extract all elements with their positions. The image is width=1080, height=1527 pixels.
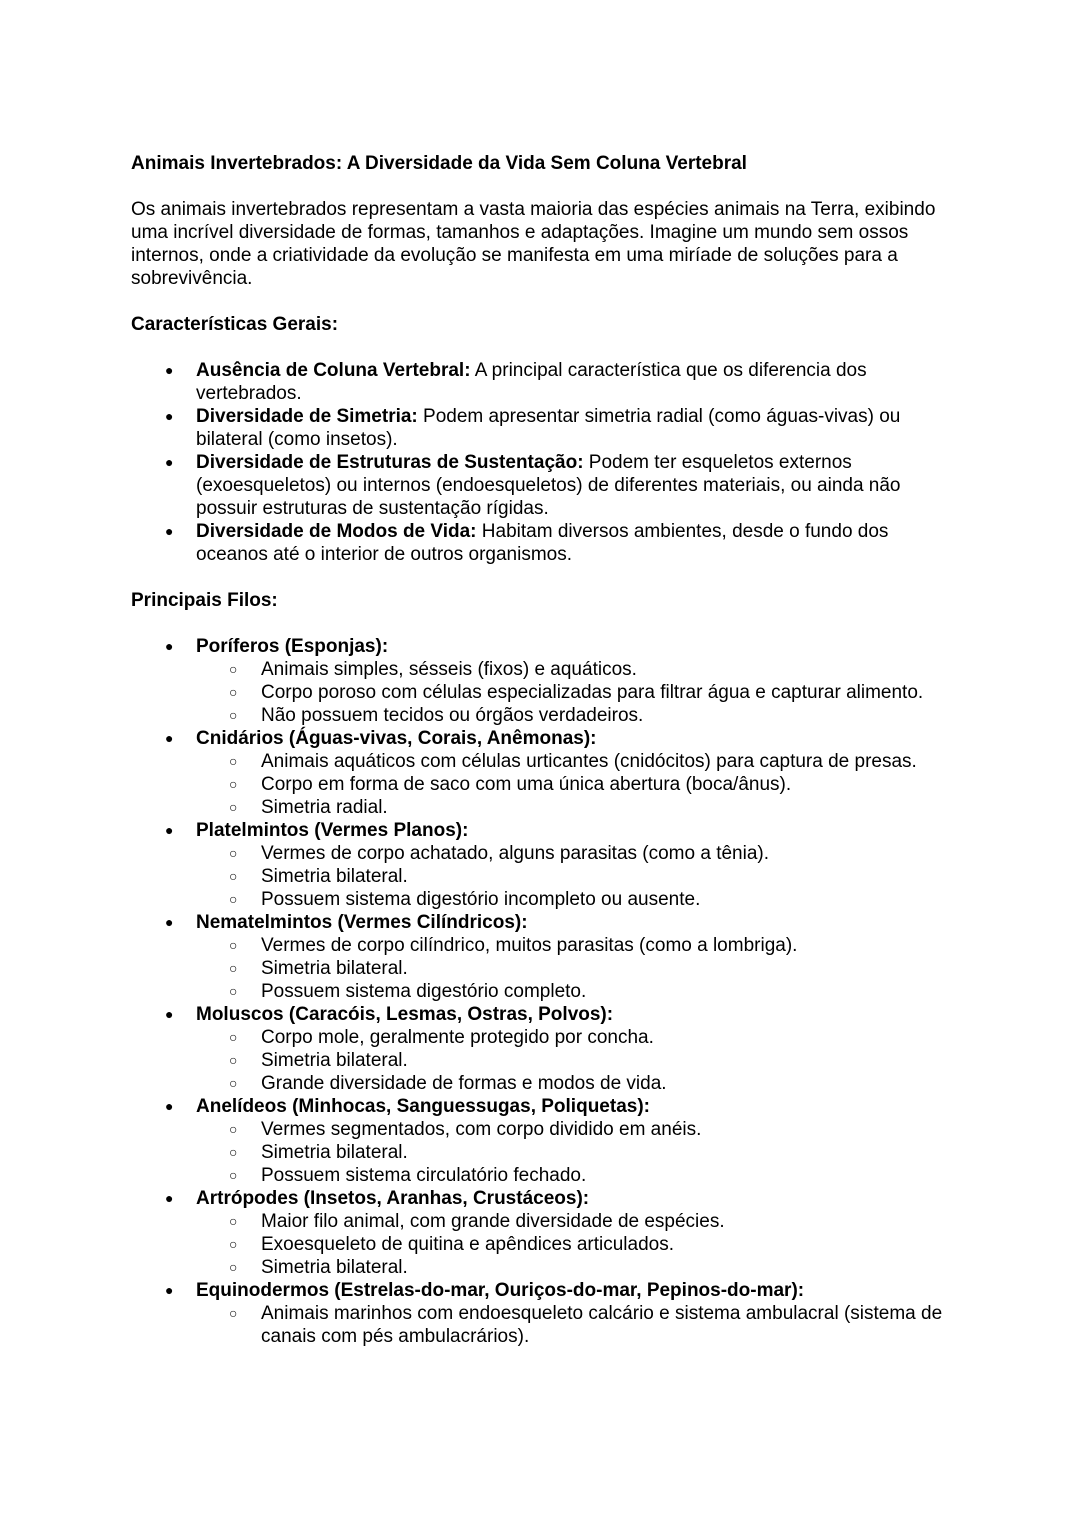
sub-item [196,1302,961,1348]
sub-item-text: Animais aquáticos com células urticantes (cnidócitos) para captura de presas. [261,751,917,772]
bullet-icon: ● [165,523,174,539]
circle-bullet-icon: ○ [229,1121,238,1137]
circle-bullet-icon: ○ [229,960,238,976]
bullet-icon: ● [165,1006,174,1022]
circle-bullet-icon: ○ [229,1075,238,1091]
circle-bullet-icon: ○ [229,776,238,792]
phyla-heading: Principais Filos: [131,590,278,611]
sub-item-text: Vermes de corpo cilíndrico, muitos parasitas (como a lombriga). [261,935,798,956]
phylum-points [196,1118,961,1187]
characteristics-list [131,359,961,566]
document-page [131,152,961,1371]
sub-item [196,1026,961,1049]
phylum-name: Artrópodes (Insetos, Aranhas, Crustáceos): [196,1188,590,1209]
sub-item [196,681,961,704]
item-text: Habitam diversos ambientes, desde o fundo dos oceanos até o interior de outros organismos. [196,521,889,565]
phyla-list [131,635,961,1348]
item-term: Diversidade de Estruturas de Sustentação: [196,452,584,473]
circle-bullet-icon: ○ [229,891,238,907]
circle-bullet-icon: ○ [229,707,238,723]
sub-item [196,980,961,1003]
circle-bullet-icon: ○ [229,1029,238,1045]
bullet-icon: ● [165,730,174,746]
phylum-name: Poríferos (Esponjas): [196,636,389,657]
circle-bullet-icon: ○ [229,684,238,700]
sub-item-text: Possuem sistema digestório completo. [261,981,587,1002]
bullet-icon: ● [165,638,174,654]
phylum-item [131,635,961,727]
sub-item-text: Simetria radial. [261,797,388,818]
intro-paragraph: Os animais invertebrados representam a vasta maioria das espécies animais na Terra, exibindo uma incrível diversidade de formas, tamanhos e adaptações. Imagine um mundo sem ossos internos, onde a criatividade da evolução se manifesta em uma miríade de soluções para a sobrevivência. [131,199,936,289]
sub-item [196,750,961,773]
phylum-points [196,1302,961,1348]
sub-item-text: Não possuem tecidos ou órgãos verdadeiros. [261,705,644,726]
sub-item [196,658,961,681]
sub-item [196,773,961,796]
sub-item [196,934,961,957]
circle-bullet-icon: ○ [229,845,238,861]
item-term: Ausência de Coluna Vertebral: [196,360,471,381]
sub-item-text: Corpo poroso com células especializadas para filtrar água e capturar alimento. [261,682,924,703]
bullet-icon: ● [165,1190,174,1206]
phylum-name: Moluscos (Caracóis, Lesmas, Ostras, Polvos): [196,1004,614,1025]
sub-item-text: Grande diversidade de formas e modos de vida. [261,1073,667,1094]
sub-item [196,842,961,865]
sub-item [196,796,961,819]
item-text: Podem apresentar simetria radial (como águas-vivas) ou bilateral (como insetos). [196,406,901,450]
phylum-name: Platelmintos (Vermes Planos): [196,820,469,841]
list-item [131,405,961,451]
sub-item-text: Corpo em forma de saco com uma única abertura (boca/ânus). [261,774,792,795]
sub-item-text: Possuem sistema circulatório fechado. [261,1165,587,1186]
sub-item [196,1141,961,1164]
sub-item [196,1256,961,1279]
phylum-points [196,842,961,911]
phylum-item [131,1003,961,1095]
phylum-item [131,1279,961,1348]
phylum-item [131,727,961,819]
phylum-name: Nematelmintos (Vermes Cilíndricos): [196,912,528,933]
bullet-icon: ● [165,454,174,470]
circle-bullet-icon: ○ [229,661,238,677]
bullet-icon: ● [165,822,174,838]
circle-bullet-icon: ○ [229,1144,238,1160]
sub-item-text: Simetria bilateral. [261,1050,408,1071]
sub-item-text: Simetria bilateral. [261,1257,408,1278]
bullet-icon: ● [165,914,174,930]
list-item [131,520,961,566]
item-text: Podem ter esqueletos externos (exoesqueletos) ou internos (endoesqueletos) de diferentes materiais, ou ainda não possuir estruturas de sustentação rígidas. [196,452,901,519]
sub-item [196,1118,961,1141]
sub-item-text: Vermes segmentados, com corpo dividido em anéis. [261,1119,702,1140]
sub-item-text: Maior filo animal, com grande diversidade de espécies. [261,1211,725,1232]
circle-bullet-icon: ○ [229,983,238,999]
phylum-item [131,1095,961,1187]
phylum-item [131,911,961,1003]
list-item [131,359,961,405]
sub-item [196,888,961,911]
sub-item-text: Simetria bilateral. [261,958,408,979]
circle-bullet-icon: ○ [229,1236,238,1252]
phylum-points [196,658,961,727]
sub-item-text: Simetria bilateral. [261,1142,408,1163]
sub-item-text: Animais simples, sésseis (fixos) e aquáticos. [261,659,637,680]
circle-bullet-icon: ○ [229,1052,238,1068]
bullet-icon: ● [165,1282,174,1298]
phylum-name: Cnidários (Águas-vivas, Corais, Anêmonas): [196,728,597,749]
sub-item [196,1072,961,1095]
phylum-points [196,934,961,1003]
sub-item [196,865,961,888]
sub-item [196,1049,961,1072]
phylum-name: Anelídeos (Minhocas, Sanguessugas, Poliquetas): [196,1096,650,1117]
phylum-points [196,1026,961,1095]
phylum-item [131,819,961,911]
circle-bullet-icon: ○ [229,1305,238,1321]
bullet-icon: ● [165,362,174,378]
document-title: Animais Invertebrados: A Diversidade da Vida Sem Coluna Vertebral [131,153,747,174]
circle-bullet-icon: ○ [229,1213,238,1229]
sub-item-text: Exoesqueleto de quitina e apêndices articulados. [261,1234,675,1255]
circle-bullet-icon: ○ [229,1259,238,1275]
sub-item [196,704,961,727]
sub-item-text: Vermes de corpo achatado, alguns parasitas (como a tênia). [261,843,770,864]
item-term: Diversidade de Simetria: [196,406,418,427]
characteristics-heading: Características Gerais: [131,314,339,335]
circle-bullet-icon: ○ [229,868,238,884]
sub-item [196,1233,961,1256]
list-item [131,451,961,520]
circle-bullet-icon: ○ [229,937,238,953]
sub-item [196,957,961,980]
sub-item-text: Animais marinhos com endoesqueleto calcário e sistema ambulacral (sistema de canais com pés ambulacrários). [261,1303,943,1347]
circle-bullet-icon: ○ [229,753,238,769]
phylum-points [196,1210,961,1279]
phylum-points [196,750,961,819]
sub-item-text: Possuem sistema digestório incompleto ou ausente. [261,889,701,910]
sub-item-text: Simetria bilateral. [261,866,408,887]
circle-bullet-icon: ○ [229,799,238,815]
item-term: Diversidade de Modos de Vida: [196,521,477,542]
phylum-name: Equinodermos (Estrelas-do-mar, Ouriços-do-mar, Pepinos-do-mar): [196,1280,805,1301]
bullet-icon: ● [165,408,174,424]
phylum-item [131,1187,961,1279]
circle-bullet-icon: ○ [229,1167,238,1183]
sub-item [196,1210,961,1233]
sub-item-text: Corpo mole, geralmente protegido por concha. [261,1027,654,1048]
sub-item [196,1164,961,1187]
bullet-icon: ● [165,1098,174,1114]
item-text: A principal característica que os diferencia dos vertebrados. [196,360,867,404]
